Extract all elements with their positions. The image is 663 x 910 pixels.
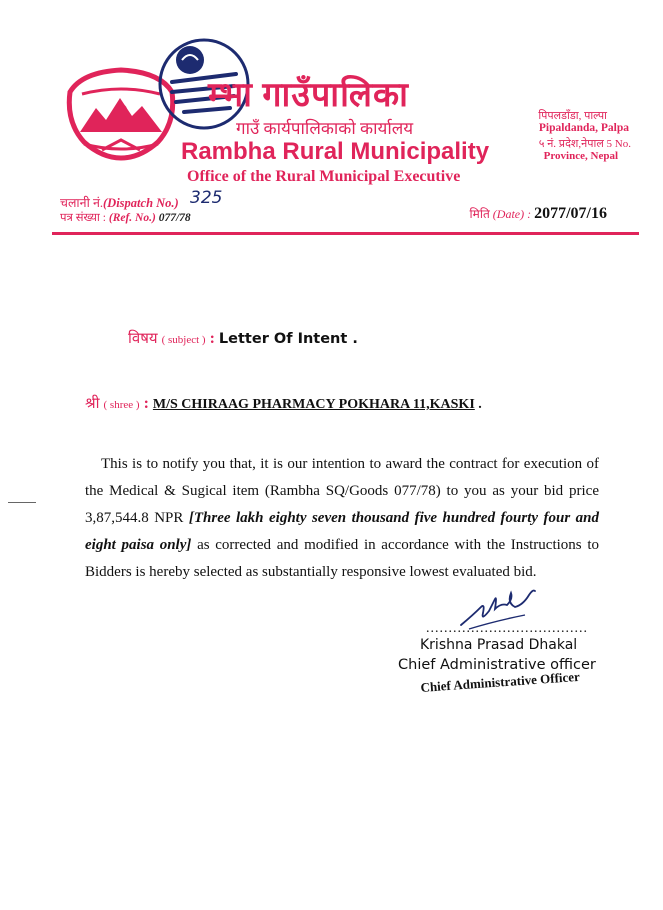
address-line-3: ५ नं. प्रदेश,नेपाल 5 No. <box>538 138 631 150</box>
reference-label-nepali: पत्र संख्या : <box>60 212 106 224</box>
addressee-name: M/S CHIRAAG PHARMACY POKHARA 11,KASKI <box>152 397 475 412</box>
body-text-part-2: as corrected and modified in accordance with the Instructions to Bidders is hereby selected as substantially responsive lowest evaluated bid. <box>85 537 599 580</box>
letter-body <box>85 451 599 586</box>
date-value: 2077/07/16 <box>534 205 607 222</box>
english-office-subtitle: Office of the Rural Municipal Executive <box>187 168 461 185</box>
date-field <box>470 205 607 223</box>
nepali-municipality-title: म्भा गाउँपालिका <box>208 77 409 114</box>
header-divider <box>52 232 639 235</box>
signatory-title-stamp: Chief Administrative Officer <box>420 668 581 695</box>
dispatch-label <box>60 194 179 211</box>
address-line-1: पिपलडाँडा, पाल्पा <box>538 110 607 122</box>
dispatch-label-english: (Dispatch No.) <box>103 196 179 210</box>
subject-label-nepali: विषय <box>128 331 158 347</box>
addressee-suffix: . <box>474 397 482 412</box>
english-municipality-title: Rambha Rural Municipality <box>181 138 490 165</box>
reference-number: 077/78 <box>158 212 191 224</box>
addressee-line <box>85 393 482 413</box>
signatory-title: Chief Administrative officer <box>398 657 596 673</box>
subject-text: Letter Of Intent . <box>218 331 358 347</box>
reference-label-english: (Ref. No.) <box>108 212 156 224</box>
date-label-english: (Date) : <box>492 207 532 221</box>
body-amount-in-words: [Three lakh eighty seven thousand five hundred fourty four and eight paisa only] <box>85 510 600 553</box>
dispatch-label-nepali: चलानी नं. <box>60 196 104 210</box>
address-line-2: Pipaldanda, Palpa <box>538 122 629 134</box>
addressee-label-nepali: श्री <box>85 396 100 412</box>
address-line-4: Province, Nepal <box>543 150 618 162</box>
addressee-separator: : <box>143 395 149 412</box>
body-text-part-1: This is to notify you that, it is our intention to award the contract for execution of the Medical & Sugical item (Rambha SQ/Goods 077/78) to you as your bid price 3,87,544.8 NPR <box>85 456 599 526</box>
subject-line <box>128 328 358 348</box>
subject-label-english: ( subject ) <box>161 334 206 346</box>
signatory-name: Krishna Prasad Dhakal <box>420 637 578 653</box>
subject-separator: : <box>209 330 215 347</box>
margin-mark <box>8 502 36 505</box>
reference-label <box>60 210 191 225</box>
date-label-nepali: मिति <box>469 207 490 221</box>
dispatch-number: 325 <box>190 188 223 208</box>
signature-dotted-line: .................................... <box>426 621 588 636</box>
addressee-label-english: ( shree ) <box>103 399 140 411</box>
nepali-office-subtitle: गाउँ कार्यपालिकाको कार्यालय <box>236 119 414 138</box>
